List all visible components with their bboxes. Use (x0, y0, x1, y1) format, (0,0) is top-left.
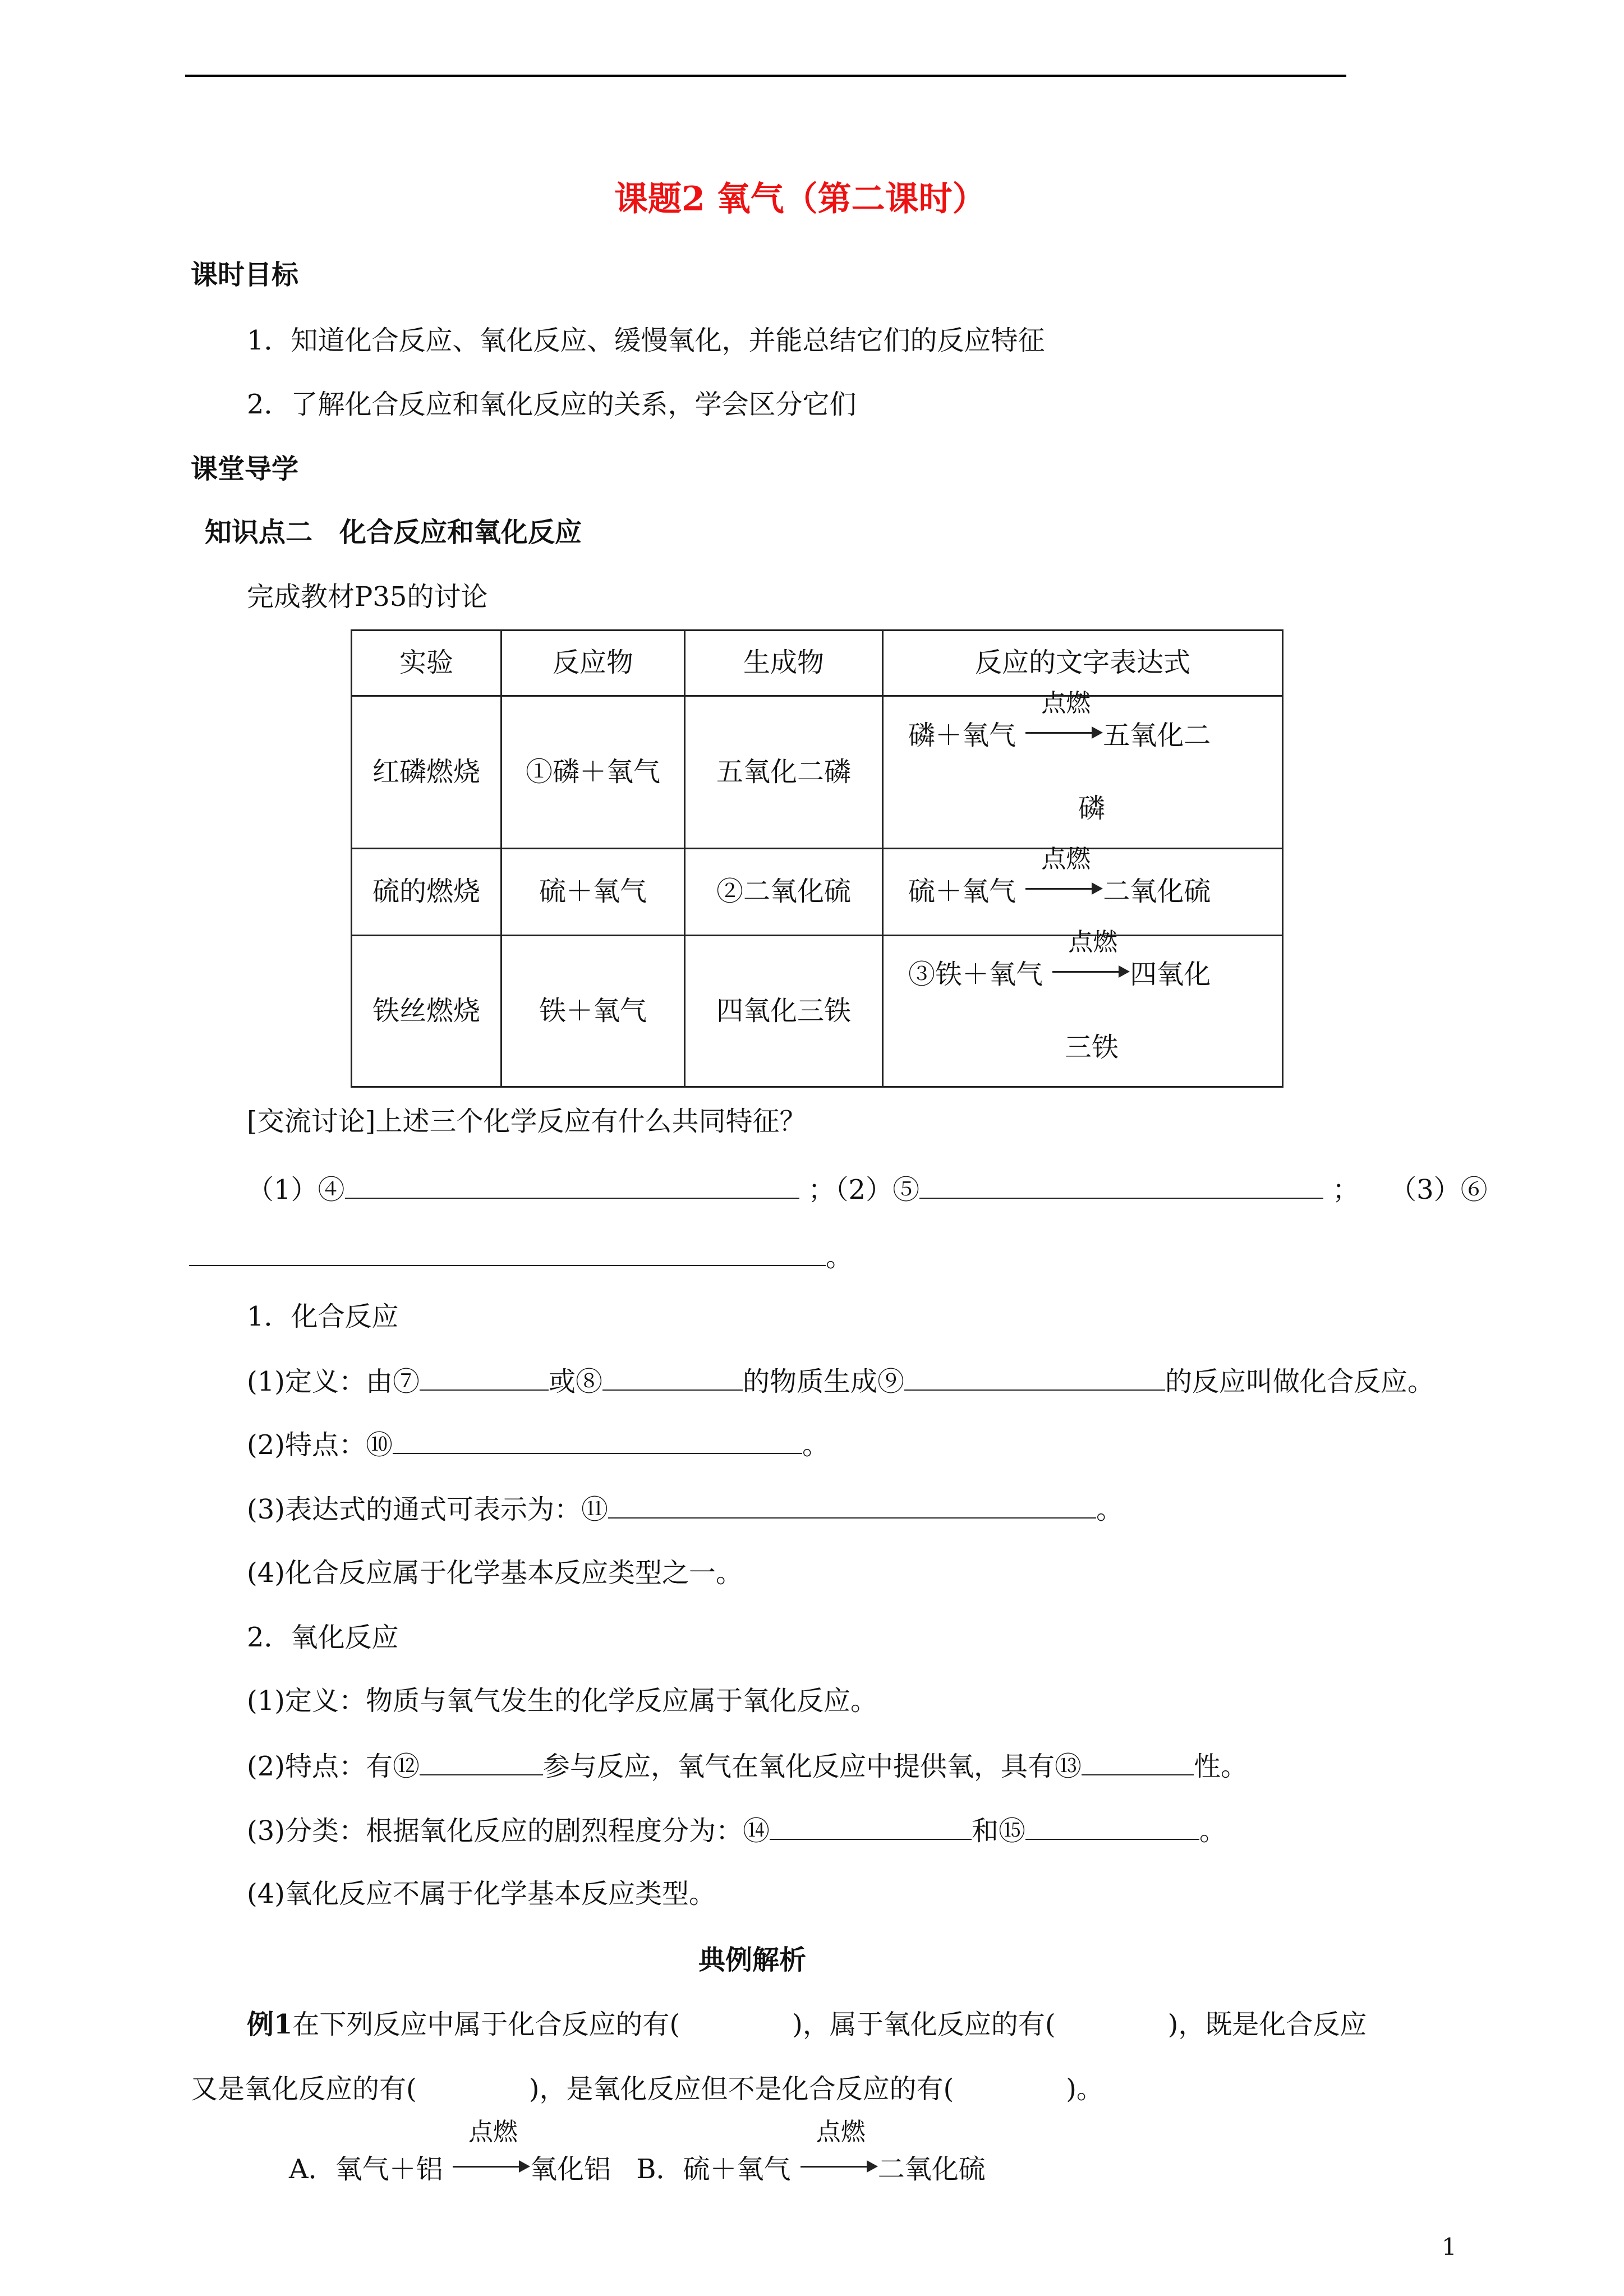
equation-right: 二氧化硫 (1103, 876, 1211, 908)
feature-text: (2)特点：⑩ (247, 1429, 393, 1461)
classification-text: 和⑮ (972, 1815, 1026, 1847)
answer-blank-4[interactable] (345, 1175, 799, 1199)
example-line-1 (247, 2011, 1367, 2038)
guide-heading: 课堂导学 (191, 453, 299, 485)
table-cell-reactants: ①磷＋氧气 (502, 696, 685, 849)
equation-line (908, 689, 1275, 754)
answer-paren-blank[interactable] (680, 2011, 792, 2033)
page-title: 课题2 氧气（第二课时） (614, 180, 986, 219)
task-text: 完成教材P35的讨论 (247, 581, 488, 613)
example-text: )，属于氧化反应的有( (792, 2009, 1056, 2040)
oxidation-note: (4)氧化反应不属于化学基本反应类型。 (247, 1878, 716, 1910)
page-number: 1 (1442, 2233, 1457, 2261)
reaction-arrow-icon (452, 2118, 530, 2178)
equation-line (908, 928, 1275, 993)
answer-blank-11[interactable] (608, 1495, 1096, 1519)
combination-definition (247, 1367, 1434, 1395)
feature-text: 参与反应，氧气在氧化反应中提供氧，具有⑬ (543, 1751, 1082, 1782)
table-cell-experiment: 红磷燃烧 (352, 696, 502, 849)
example-label: 例1 (247, 2009, 293, 2040)
answer-blank-14[interactable] (770, 1816, 972, 1840)
answer-blank-13[interactable] (1082, 1752, 1194, 1775)
option-b-text: B．硫＋氧气 (636, 2154, 791, 2185)
combination-heading: 1．化合反应 (247, 1301, 399, 1332)
answer-blank-12[interactable] (420, 1752, 543, 1775)
reaction-condition: 点燃 (1068, 928, 1118, 957)
objective-item: 1．知道化合反应、氧化反应、缓慢氧化，并能总结它们的反应特征 (247, 325, 1045, 356)
answer-blank-8[interactable] (602, 1367, 743, 1391)
feature-end: 。 (802, 1429, 830, 1461)
example-line-2 (191, 2073, 1103, 2105)
answer-blank-5[interactable] (919, 1175, 1323, 1199)
answer-paren-blank[interactable] (417, 2076, 529, 2098)
equation-left: ③铁＋氧气 (908, 959, 1043, 991)
equation-left: 硫＋氧气 (908, 876, 1016, 908)
table-header-cell: 反应物 (502, 631, 685, 696)
table-header-cell: 反应的文字表达式 (883, 631, 1283, 696)
equation-left: 磷＋氧气 (908, 720, 1016, 752)
answer-end: 。 (826, 1241, 853, 1273)
equation-line (908, 845, 1275, 910)
header-rule (185, 75, 1346, 77)
expression-text: (3)表达式的通式可表示为：⑪ (247, 1494, 608, 1525)
equation-right: 五氧化二 (1103, 720, 1211, 752)
example-text: )，既是化合反应 (1167, 2009, 1367, 2040)
classification-end: 。 (1199, 1815, 1227, 1847)
answer-label: （3）⑥ (1403, 1174, 1488, 1205)
table-header-cell: 实验 (352, 631, 502, 696)
answer-blank-6[interactable] (189, 1243, 826, 1266)
equation-tail: 磷 (1078, 792, 1105, 824)
answer-blank-15[interactable] (1025, 1816, 1199, 1840)
knowledge-point-heading: 知识点二 化合反应和氧化反应 (205, 517, 582, 548)
expression-end: 。 (1096, 1494, 1124, 1525)
table-cell-product: ②二氧化硫 (685, 849, 883, 936)
objectives-heading: 课时目标 (191, 259, 299, 291)
answer-label: ；（2）⑤ (808, 1174, 920, 1205)
table-cell-experiment: 铁丝燃烧 (352, 936, 502, 1087)
option-b-product: 二氧化硫 (877, 2154, 986, 2185)
example-text: 又是氧化反应的有( (191, 2073, 417, 2105)
table-row (352, 696, 1283, 849)
table-cell-product: 四氧化三铁 (685, 936, 883, 1087)
answer-paren-blank[interactable] (1056, 2011, 1168, 2033)
table-cell-equation (883, 845, 1283, 936)
reaction-condition: 点燃 (468, 2118, 518, 2146)
table-cell-experiment: 硫的燃烧 (352, 849, 502, 936)
reaction-condition: 点燃 (816, 2118, 866, 2146)
table-cell-reactants: 硫＋氧气 (502, 849, 685, 936)
definition-text: (1)定义：由⑦ (247, 1366, 420, 1397)
answer-blank-7[interactable] (420, 1367, 549, 1391)
reaction-condition: 点燃 (1041, 689, 1091, 718)
combination-note: (4)化合反应属于化学基本反应类型之一。 (247, 1557, 743, 1589)
example-options (289, 2118, 986, 2185)
reaction-arrow-icon (1024, 689, 1103, 744)
equation-right: 四氧化 (1130, 959, 1211, 991)
reaction-arrow-icon (1024, 845, 1103, 900)
discussion-answers (247, 1175, 1488, 1203)
equation-tail: 三铁 (1064, 1031, 1119, 1063)
combination-expression (247, 1495, 1123, 1523)
table-cell-equation (883, 928, 1283, 1087)
oxidation-definition: (1)定义：物质与氧气发生的化学反应属于氧化反应。 (247, 1685, 877, 1717)
oxidation-heading: 2．氧化反应 (247, 1622, 399, 1653)
example-heading: 典例解析 (698, 1944, 807, 1976)
experiment-table (351, 629, 1283, 1088)
answer-label: （1）④ (247, 1174, 345, 1205)
reaction-arrow-icon (1051, 928, 1130, 983)
combination-feature (247, 1429, 830, 1461)
option-a-text: A．氧气＋铝 (289, 2154, 443, 2185)
oxidation-feature (247, 1752, 1248, 1780)
table-cell-reactants: 铁＋氧气 (502, 936, 685, 1087)
discussion-prompt: [交流讨论]上述三个化学反应有什么共同特征？ (247, 1106, 807, 1137)
feature-text: 性。 (1194, 1751, 1248, 1782)
table-cell-equation (883, 689, 1283, 849)
classification-text: (3)分类：根据氧化反应的剧烈程度分为：⑭ (247, 1815, 770, 1847)
answer-separator: ； (1332, 1174, 1360, 1205)
table-header-cell: 生成物 (685, 631, 883, 696)
answer-paren-blank[interactable] (954, 2076, 1066, 2098)
example-text: )。 (1066, 2073, 1103, 2105)
definition-text: 的物质生成⑨ (743, 1366, 905, 1397)
objective-item: 2．了解化合反应和氧化反应的关系，学会区分它们 (247, 389, 857, 420)
answer-blank-10[interactable] (393, 1430, 802, 1454)
definition-text: 的反应叫做化合反应。 (1165, 1366, 1435, 1397)
table-header-row (352, 631, 1283, 696)
definition-text: 或⑧ (549, 1366, 603, 1397)
reaction-condition: 点燃 (1041, 845, 1091, 874)
example-text: 在下列反应中属于化合反应的有( (292, 2009, 680, 2040)
feature-text: (2)特点：有⑫ (247, 1751, 420, 1782)
discussion-answers-cont (189, 1243, 853, 1271)
table-row (352, 849, 1283, 936)
reaction-arrow-icon (799, 2118, 878, 2178)
table-row (352, 936, 1283, 1087)
oxidation-classification (247, 1815, 1227, 1847)
table-cell-product: 五氧化二磷 (685, 696, 883, 849)
option-a-product: 氧化铝 (530, 2154, 611, 2185)
example-text: )，是氧化反应但不是化合反应的有( (528, 2073, 954, 2105)
answer-blank-9[interactable] (904, 1367, 1165, 1391)
